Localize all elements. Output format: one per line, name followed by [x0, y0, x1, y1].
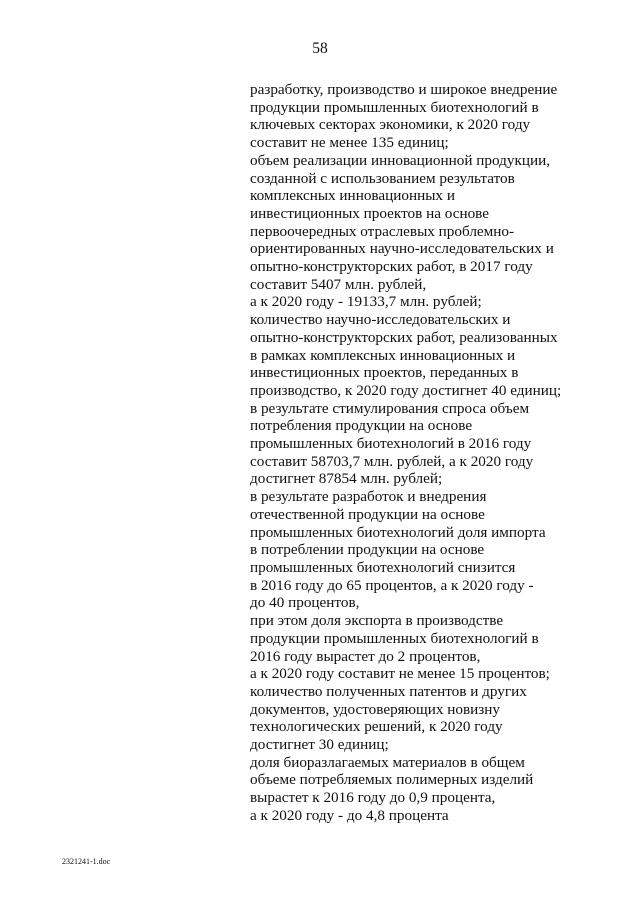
text-line: потребления продукции на основе	[250, 417, 473, 435]
text-line: составит не менее 135 единиц;	[250, 134, 449, 152]
document-file-code: 2321241-1.doc	[62, 857, 111, 866]
text-line: отечественной продукции на основе	[250, 505, 485, 523]
text-line: промышленных биотехнологий снизится	[250, 558, 516, 576]
text-line: промышленных биотехнологий доля импорта	[250, 523, 546, 541]
text-line: достигнет 30 единиц;	[250, 736, 389, 754]
text-line: комплексных инновационных и	[250, 187, 455, 205]
text-line: опытно-конструкторских работ, реализованных	[250, 328, 558, 346]
text-line: ключевых секторах экономики, к 2020 году	[250, 116, 531, 134]
text-line: а к 2020 году составит не менее 15 процентов;	[250, 665, 550, 683]
text-line: а к 2020 году - до 4,8 процента	[250, 806, 449, 824]
text-line: а к 2020 году - 19133,7 млн. рублей;	[250, 293, 482, 311]
text-line: созданной с использованием результатов	[250, 169, 515, 187]
text-line: доля биоразлагаемых материалов в общем	[250, 753, 525, 771]
text-line: продукции промышленных биотехнологий в	[250, 98, 539, 116]
text-line: в рамках комплексных инновационных и	[250, 346, 516, 364]
page-number: 58	[312, 40, 328, 57]
text-line: вырастет к 2016 году до 0,9 процента,	[250, 789, 496, 807]
text-line: промышленных биотехнологий в 2016 году	[250, 435, 532, 453]
text-line: в 2016 году до 65 процентов, а к 2020 году -	[250, 576, 534, 594]
text-line: ориентированных научно-исследовательских и	[250, 240, 554, 258]
text-line: в потреблении продукции на основе	[250, 541, 485, 559]
text-line: объем реализации инновационной продукции,	[250, 151, 551, 169]
text-line: в результате стимулирования спроса объем	[250, 399, 530, 417]
text-line: инвестиционных проектов, переданных в	[250, 364, 519, 382]
text-line: документов, удостоверяющих новизну	[250, 700, 500, 718]
text-line: производство, к 2020 году достигнет 40 единиц;	[250, 381, 562, 399]
text-line: составит 58703,7 млн. рублей, а к 2020 году	[250, 452, 534, 470]
text-line: в результате разработок и внедрения	[250, 488, 487, 506]
text-line: инвестиционных проектов на основе	[250, 204, 490, 222]
text-line: продукции промышленных биотехнологий в	[250, 629, 539, 647]
text-line: количество научно-исследовательских и	[250, 311, 511, 329]
text-line: технологических решений, к 2020 году	[250, 718, 503, 736]
text-line: разработку, производство и широкое внедрение	[250, 81, 558, 98]
text-column	[250, 81, 590, 825]
text-line: опытно-конструкторских работ, в 2017 году	[250, 258, 533, 276]
text-line: количество полученных патентов и других	[250, 682, 527, 700]
text-line: первоочередных отраслевых проблемно-	[250, 222, 515, 240]
text-line: объеме потребляемых полимерных изделий	[250, 771, 534, 789]
text-line: достигнет 87854 млн. рублей;	[250, 470, 443, 488]
text-line: до 40 процентов,	[250, 594, 360, 612]
text-line: 2016 году вырастет до 2 процентов,	[250, 647, 481, 665]
text-line: при этом доля экспорта в производстве	[250, 612, 504, 630]
text-line: составит 5407 млн. рублей,	[250, 275, 427, 293]
